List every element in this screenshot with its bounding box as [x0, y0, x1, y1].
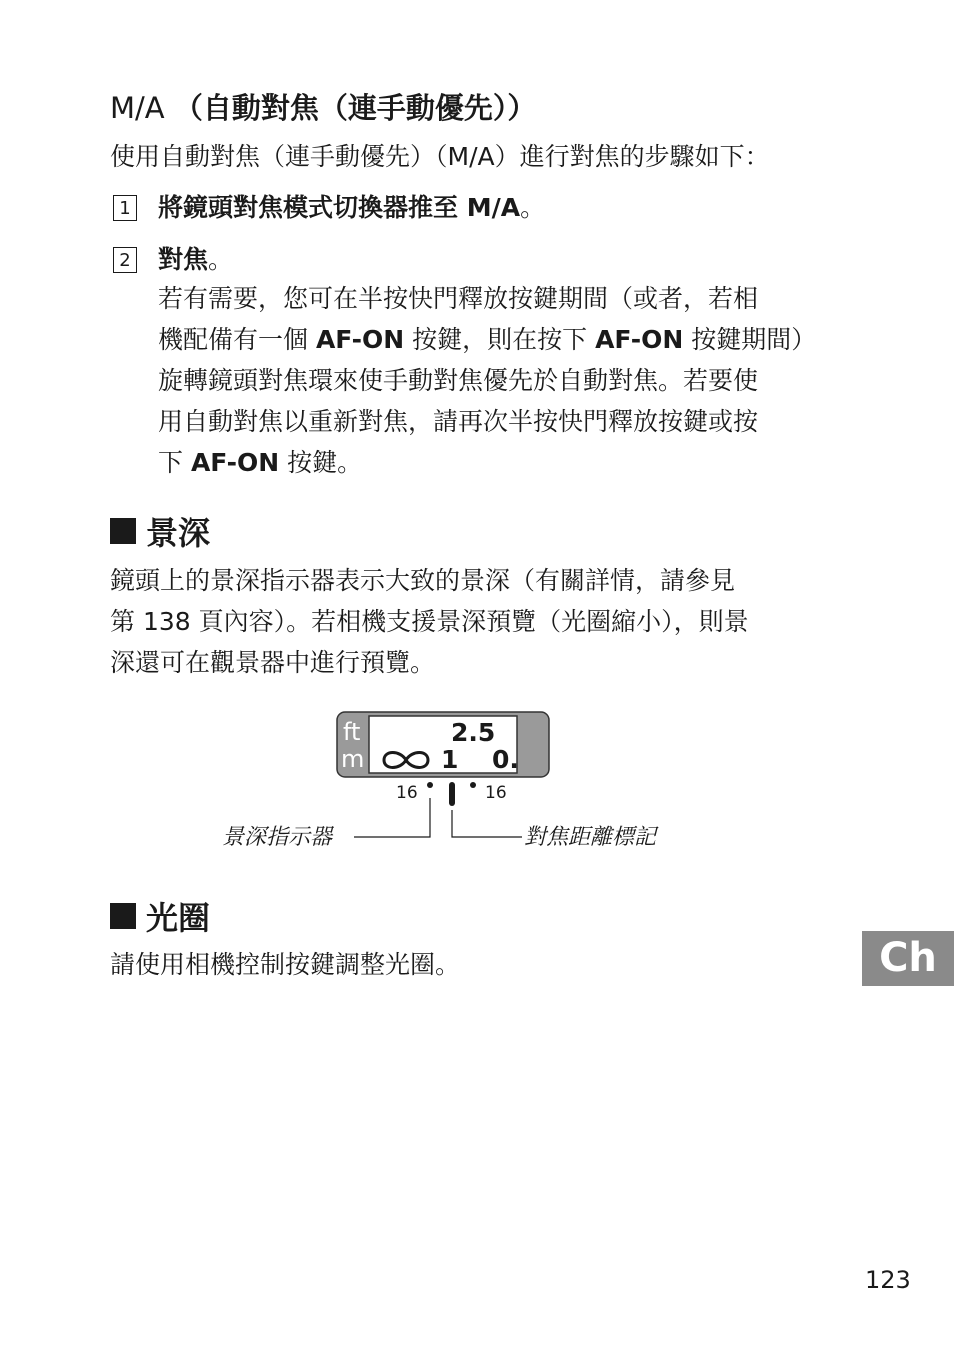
text-run: 旋轉鏡頭對焦環來使手動對焦優先於自動對焦。若要使 [158, 366, 759, 395]
text-run: 按鍵，則在按下 [404, 325, 596, 354]
scale-value-1: 1 [441, 745, 459, 774]
unit-ft-label: ft [343, 718, 361, 746]
section-dof-line: 鏡頭上的景深指示器表示大致的景深（有關詳情，請參見 [110, 566, 736, 595]
heading-ma-code: M/A [110, 91, 165, 125]
scale-value-top: 2.5 [451, 718, 496, 747]
af-on-label: AF-ON [595, 325, 684, 354]
step-2-line [158, 360, 816, 401]
step-2-text [158, 240, 233, 276]
step-1-instruction: 將鏡頭對焦模式切換器推至 M/A [158, 193, 521, 222]
leader-line-right [452, 810, 522, 837]
dof-diagram [200, 700, 700, 864]
square-bullet-icon [110, 903, 136, 929]
section-aperture-title: 光圈 [146, 899, 211, 937]
label-dof-indicator: 景深指示器 [222, 825, 333, 850]
step-2-number: 2 [113, 247, 137, 273]
section-aperture-heading [110, 893, 210, 939]
scale-value-0: 0. [492, 745, 519, 774]
step-1-text [158, 188, 545, 224]
section-dof-line: 深還可在觀景器中進行預覽。 [110, 648, 436, 677]
heading-ma [110, 86, 536, 127]
section-aperture-body: 請使用相機控制按鍵調整光圈。 [110, 950, 461, 979]
page-number: 123 [865, 1266, 911, 1294]
text-run: 按鍵。 [279, 448, 363, 477]
section-dof-heading [110, 508, 210, 554]
step-2-line [158, 319, 816, 360]
text-run: 若有需要，您可在半按快門釋放按鍵期間（或者，若相 [158, 284, 759, 313]
step-1-end: 。 [520, 193, 546, 222]
dof-mark-left [427, 782, 433, 788]
dof-mark-right [470, 782, 476, 788]
af-on-label: AF-ON [315, 325, 405, 354]
step-2-body [158, 278, 816, 483]
leader-line-left [354, 798, 430, 837]
text-run: 下 [158, 448, 191, 477]
tick-left-label: 16 [396, 783, 418, 803]
dof-diagram-svg [200, 700, 700, 860]
step-2-line [158, 401, 816, 442]
af-on-label: AF-ON [190, 448, 280, 477]
focus-distance-mark [449, 782, 455, 806]
square-bullet-icon [110, 518, 136, 544]
text-run: 機配備有一個 [158, 325, 316, 354]
text-run: 用自動對焦以重新對焦，請再次半按快門釋放按鍵或按 [158, 407, 759, 436]
step-2-end: 。 [208, 245, 234, 274]
section-dof-line: 第 138 頁內容）。若相機支援景深預覽（光圈縮小），則景 [110, 607, 749, 636]
label-focus-distance-mark: 對焦距離標記 [524, 825, 657, 850]
section-dof-title: 景深 [146, 514, 211, 552]
tick-right-label: 16 [485, 783, 507, 803]
unit-m-label: m [341, 745, 365, 773]
heading-ma-title: （自動對焦（連手動優先）） [173, 91, 537, 125]
step-2-line [158, 442, 816, 483]
step-2-instruction: 對焦 [158, 245, 209, 274]
step-1-number: 1 [113, 195, 137, 221]
step-2-line [158, 278, 816, 319]
intro-paragraph: 使用自動對焦（連手動優先）（M/A）進行對焦的步驟如下： [110, 142, 770, 171]
chapter-tab: Ch [862, 931, 954, 986]
text-run: 按鍵期間） [683, 325, 817, 354]
section-dof-body [110, 560, 749, 683]
